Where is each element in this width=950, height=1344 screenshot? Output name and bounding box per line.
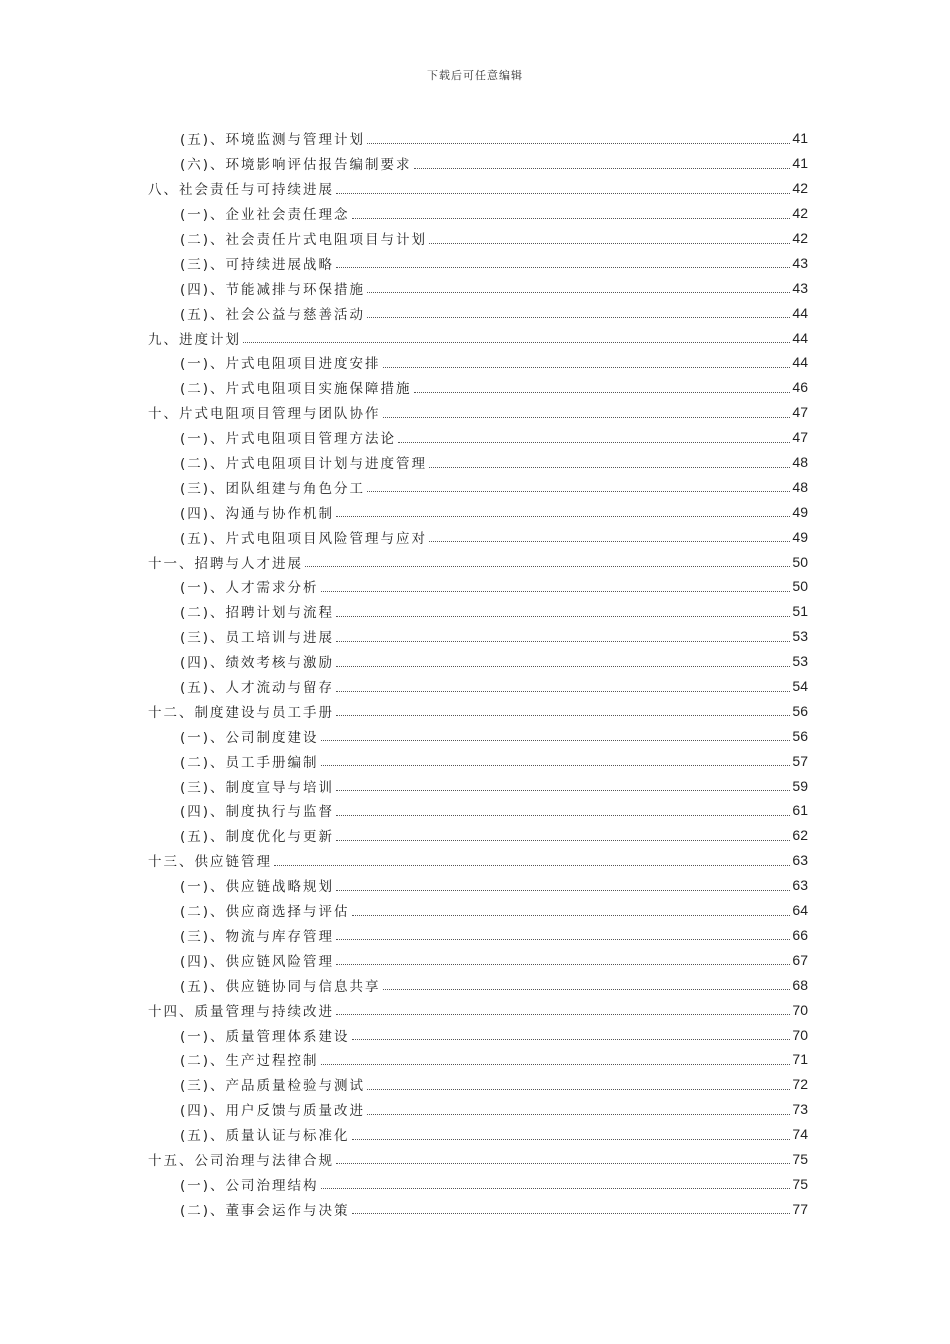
toc-entry-title: (四)、节能减排与环保措施 xyxy=(180,281,366,298)
toc-section-entry[interactable] xyxy=(148,375,808,400)
dot-leader xyxy=(367,1114,790,1115)
dot-leader xyxy=(336,890,790,891)
toc-page-number: 66 xyxy=(792,926,808,943)
toc-entry-title: (三)、产品质量检验与测试 xyxy=(180,1078,366,1095)
toc-entry-title: 十三、供应链管理 xyxy=(148,854,272,871)
dot-leader xyxy=(336,1163,790,1164)
toc-page-number: 50 xyxy=(792,553,808,570)
toc-entry-title: 九、进度计划 xyxy=(148,331,241,348)
toc-page-number: 51 xyxy=(792,603,808,620)
toc-section-entry[interactable] xyxy=(148,1072,808,1097)
toc-section-entry[interactable] xyxy=(148,923,808,948)
dot-leader xyxy=(352,915,791,916)
dot-leader xyxy=(274,865,790,866)
toc-entry-title: (三)、员工培训与进展 xyxy=(180,630,335,647)
dot-leader xyxy=(367,317,790,318)
toc-page-number: 70 xyxy=(792,1001,808,1018)
toc-entry-title: (三)、物流与库存管理 xyxy=(180,928,335,945)
toc-chapter-entry[interactable] xyxy=(148,1147,808,1172)
toc-chapter-entry[interactable] xyxy=(148,848,808,873)
toc-entry-title: (二)、片式电阻项目实施保障措施 xyxy=(180,381,412,398)
dot-leader xyxy=(429,467,790,468)
dot-leader xyxy=(352,1039,791,1040)
toc-entry-title: 十二、制度建设与员工手册 xyxy=(148,704,334,721)
toc-section-entry[interactable] xyxy=(148,226,808,251)
toc-section-entry[interactable] xyxy=(148,1022,808,1047)
toc-page-number: 47 xyxy=(792,429,808,446)
toc-page-number: 72 xyxy=(792,1076,808,1093)
toc-entry-title: (五)、供应链协同与信息共享 xyxy=(180,978,381,995)
dot-leader xyxy=(367,491,790,492)
dot-leader xyxy=(321,591,791,592)
toc-entry-title: (二)、董事会运作与决策 xyxy=(180,1202,350,1219)
toc-page-number: 48 xyxy=(792,454,808,471)
toc-section-entry[interactable] xyxy=(148,425,808,450)
toc-chapter-entry[interactable] xyxy=(148,325,808,350)
dot-leader xyxy=(352,1213,791,1214)
toc-chapter-entry[interactable] xyxy=(148,549,808,574)
dot-leader xyxy=(321,765,791,766)
dot-leader xyxy=(336,964,790,965)
toc-page-number: 70 xyxy=(792,1026,808,1043)
toc-page-number: 47 xyxy=(792,404,808,421)
toc-entry-title: (三)、制度宣导与培训 xyxy=(180,779,335,796)
toc-page-number: 53 xyxy=(792,628,808,645)
dot-leader xyxy=(305,566,790,567)
toc-section-entry[interactable] xyxy=(148,474,808,499)
toc-section-entry[interactable] xyxy=(148,1196,808,1221)
toc-page-number: 41 xyxy=(792,130,808,147)
dot-leader xyxy=(321,1064,791,1065)
dot-leader xyxy=(336,193,790,194)
toc-section-entry[interactable] xyxy=(148,947,808,972)
toc-entry-title: (二)、片式电阻项目计划与进度管理 xyxy=(180,456,428,473)
toc-entry-title: (三)、可持续进展战略 xyxy=(180,256,335,273)
toc-page-number: 41 xyxy=(792,155,808,172)
toc-page-number: 43 xyxy=(792,279,808,296)
dot-leader xyxy=(383,367,791,368)
toc-page-number: 44 xyxy=(792,329,808,346)
dot-leader xyxy=(336,691,790,692)
toc-section-entry[interactable] xyxy=(148,450,808,475)
dot-leader xyxy=(429,541,790,542)
toc-section-entry[interactable] xyxy=(148,773,808,798)
toc-entry-title: (一)、质量管理体系建设 xyxy=(180,1028,350,1045)
toc-section-entry[interactable] xyxy=(148,873,808,898)
toc-entry-title: (一)、片式电阻项目进度安排 xyxy=(180,356,381,373)
dot-leader xyxy=(336,715,790,716)
toc-page-number: 42 xyxy=(792,230,808,246)
toc-entry-title: (二)、供应商选择与评估 xyxy=(180,904,350,921)
toc-chapter-entry[interactable] xyxy=(148,997,808,1022)
toc-page-number: 59 xyxy=(792,777,808,794)
dot-leader xyxy=(243,342,790,343)
dot-leader xyxy=(336,790,790,791)
dot-leader xyxy=(336,516,790,517)
toc-section-entry[interactable] xyxy=(148,972,808,997)
dot-leader xyxy=(321,1188,791,1189)
toc-entry-title: (一)、人才需求分析 xyxy=(180,580,319,597)
toc-entry-title: (一)、公司制度建设 xyxy=(180,729,319,746)
toc-page-number: 57 xyxy=(792,752,808,769)
toc-section-entry[interactable] xyxy=(148,250,808,275)
toc-page-number: 49 xyxy=(792,528,808,545)
dot-leader xyxy=(336,815,790,816)
toc-page-number: 68 xyxy=(792,976,808,993)
toc-entry-title: (二)、生产过程控制 xyxy=(180,1053,319,1070)
toc-entry-title: 十、片式电阻项目管理与团队协作 xyxy=(148,406,381,423)
toc-page-number: 67 xyxy=(792,951,808,968)
toc-page-number: 43 xyxy=(792,254,808,271)
toc-entry-title: 十五、公司治理与法律合规 xyxy=(148,1152,334,1169)
toc-entry-title: (四)、沟通与协作机制 xyxy=(180,505,335,522)
toc-page-number: 56 xyxy=(792,727,808,744)
toc-entry-title: (一)、供应链战略规划 xyxy=(180,879,335,896)
toc-entry-title: (六)、环境影响评估报告编制要求 xyxy=(180,157,412,174)
toc-page-number: 75 xyxy=(792,1175,808,1192)
toc-section-entry[interactable] xyxy=(148,1171,808,1196)
toc-entry-title: (五)、片式电阻项目风险管理与应对 xyxy=(180,530,428,547)
toc-section-entry[interactable] xyxy=(148,823,808,848)
toc-page-number: 42 xyxy=(792,205,808,222)
toc-page-number: 61 xyxy=(792,802,808,819)
toc-section-entry[interactable] xyxy=(148,350,808,375)
toc-page-number: 71 xyxy=(792,1051,808,1068)
dot-leader xyxy=(383,417,791,418)
toc-entry-title: (四)、用户反馈与质量改进 xyxy=(180,1103,366,1120)
toc-page-number: 74 xyxy=(792,1126,808,1143)
toc-entry-title: (四)、供应链风险管理 xyxy=(180,953,335,970)
toc-section-entry[interactable] xyxy=(148,898,808,923)
toc-section-entry[interactable] xyxy=(148,723,808,748)
toc-section-entry[interactable] xyxy=(148,1047,808,1072)
toc-entry-title: (二)、招聘计划与流程 xyxy=(180,605,335,622)
toc-entry-title: (四)、绩效考核与激励 xyxy=(180,655,335,672)
toc-section-entry[interactable] xyxy=(148,574,808,599)
dot-leader xyxy=(367,1089,790,1090)
toc-page-number: 64 xyxy=(792,902,808,919)
toc-entry-title: (五)、制度优化与更新 xyxy=(180,829,335,846)
dot-leader xyxy=(429,243,790,244)
toc-chapter-entry[interactable] xyxy=(148,176,808,201)
toc-chapter-entry[interactable] xyxy=(148,400,808,425)
toc-page-number: 42 xyxy=(792,180,808,197)
toc-page-number: 54 xyxy=(792,678,808,695)
toc-page-number: 44 xyxy=(792,354,808,371)
toc-page-number: 44 xyxy=(792,304,808,321)
toc-page-number: 77 xyxy=(792,1200,808,1217)
dot-leader xyxy=(367,143,790,144)
toc-page-number: 62 xyxy=(792,827,808,844)
dot-leader xyxy=(336,666,790,667)
toc-entry-title: (五)、人才流动与留存 xyxy=(180,680,335,697)
dot-leader xyxy=(321,740,791,741)
toc-chapter-entry[interactable] xyxy=(148,698,808,723)
toc-entry-title: 八、社会责任与可持续进展 xyxy=(148,182,334,199)
toc-page-number: 63 xyxy=(792,852,808,869)
dot-leader xyxy=(336,1014,790,1015)
toc-entry-title: (五)、环境监测与管理计划 xyxy=(180,132,366,149)
toc-page-number: 73 xyxy=(792,1101,808,1118)
toc-entry-title: (五)、社会公益与慈善活动 xyxy=(180,306,366,323)
toc-section-entry[interactable] xyxy=(148,624,808,649)
toc-entry-title: (二)、员工手册编制 xyxy=(180,754,319,771)
toc-section-entry[interactable] xyxy=(148,798,808,823)
toc-page-number: 50 xyxy=(792,578,808,595)
toc-page-number: 75 xyxy=(792,1150,808,1167)
dot-leader xyxy=(367,292,790,293)
dot-leader xyxy=(352,1139,791,1140)
toc-page-number: 49 xyxy=(792,503,808,520)
dot-leader xyxy=(352,218,791,219)
toc-section-entry[interactable] xyxy=(148,524,808,549)
toc-entry-title: (二)、社会责任片式电阻项目与计划 xyxy=(180,232,428,248)
dot-leader xyxy=(398,442,790,443)
dot-leader xyxy=(336,616,790,617)
toc-entry-title: 十一、招聘与人才进展 xyxy=(148,555,303,572)
dot-leader xyxy=(414,392,791,393)
toc-entry-title: 十四、质量管理与持续改进 xyxy=(148,1003,334,1020)
toc-page-number: 53 xyxy=(792,653,808,670)
toc-entry-title: (五)、质量认证与标准化 xyxy=(180,1128,350,1145)
toc-section-entry[interactable] xyxy=(148,1097,808,1122)
toc-section-entry[interactable] xyxy=(148,674,808,699)
dot-leader xyxy=(414,168,791,169)
dot-leader xyxy=(336,840,790,841)
toc-page-number: 46 xyxy=(792,379,808,396)
toc-page-number: 56 xyxy=(792,702,808,719)
toc-section-entry[interactable] xyxy=(148,748,808,773)
toc-entry-title: (一)、企业社会责任理念 xyxy=(180,207,350,224)
toc-section-entry[interactable] xyxy=(148,300,808,325)
toc-page-number: 48 xyxy=(792,478,808,495)
toc-section-entry[interactable] xyxy=(148,151,808,176)
toc-entry-title: (三)、团队组建与角色分工 xyxy=(180,480,366,497)
toc-entry-title: (四)、制度执行与监督 xyxy=(180,804,335,821)
toc-section-entry[interactable] xyxy=(148,126,808,151)
toc-section-entry[interactable] xyxy=(148,275,808,300)
page-header: 下载后可任意编辑 xyxy=(427,69,523,82)
dot-leader xyxy=(336,641,790,642)
toc-entry-title: (一)、片式电阻项目管理方法论 xyxy=(180,431,397,448)
toc-section-entry[interactable] xyxy=(148,1122,808,1147)
toc-section-entry[interactable] xyxy=(148,649,808,674)
dot-leader xyxy=(336,267,790,268)
toc-section-entry[interactable] xyxy=(148,201,808,226)
toc-section-entry[interactable] xyxy=(148,599,808,624)
toc-entry-title: (一)、公司治理结构 xyxy=(180,1177,319,1194)
dot-leader xyxy=(383,989,791,990)
table-of-contents xyxy=(148,126,808,1221)
toc-page-number: 63 xyxy=(792,877,808,894)
toc-section-entry[interactable] xyxy=(148,499,808,524)
dot-leader xyxy=(336,939,790,940)
